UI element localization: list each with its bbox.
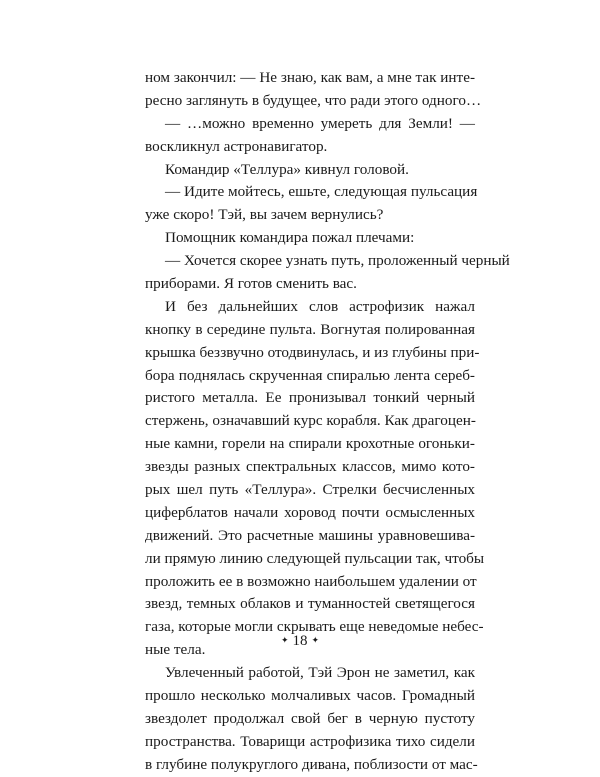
text-line: бора поднялась скрученная спиралью лента сереб-: [145, 366, 475, 384]
text-line: проложить ее в возможно наибольшем удалении от: [145, 572, 477, 590]
text-line: прошло несколько молчаливых часов. Громадный: [145, 687, 475, 705]
body-text: [145, 67, 510, 777]
text-line: Командир «Теллура» кивнул головой.: [165, 160, 409, 178]
text-line: воскликнул астронавигатор.: [145, 137, 328, 155]
text-line: И без дальнейших слов астрофизик нажал: [165, 297, 475, 315]
page-number: 18: [292, 633, 308, 649]
text-line: стержень, означавший курс корабля. Как драгоцен-: [145, 412, 476, 430]
text-line: звездолет продолжал свой бег в черную пустоту: [145, 709, 475, 727]
text-line: ресно заглянуть в будущее, что ради этого одного…: [145, 91, 482, 109]
text-line: уже скоро! Тэй, вы зачем вернулись?: [145, 206, 384, 224]
page-number-footer: [0, 633, 600, 650]
text-line: циферблатов начали хоровод почти осмысленных: [145, 503, 475, 521]
text-line: ли прямую линию следующей пульсации так, чтобы: [145, 549, 485, 567]
text-line: ные тела.: [145, 641, 206, 659]
text-line: кнопку в середине пульта. Вогнутая полированная: [145, 320, 475, 338]
text-line: рых шел путь «Теллура». Стрелки бесчисленных: [145, 481, 475, 499]
text-line: газа, которые могли скрывать еще неведомые небес-: [145, 618, 484, 636]
text-line: в глубине полукруглого дивана, поблизости от мас-: [145, 755, 478, 773]
ornament-right-icon: ✦: [311, 635, 320, 645]
text-line: движений. Это расчетные машины уравновешива-: [145, 526, 475, 544]
text-line: ные камни, горели на спирали крохотные огоньки-: [145, 435, 475, 453]
text-line: приборами. Я готов сменить вас.: [145, 275, 357, 293]
text-line: крышка беззвучно отодвинулась, и из глубины при-: [145, 343, 480, 361]
text-line: — …можно временно умереть для Земли! —: [165, 114, 475, 132]
ornament-left-icon: ✦: [280, 635, 289, 645]
text-line: ном закончил: — Не знаю, как вам, а мне так инте-: [145, 69, 475, 86]
text-line: Увлеченный работой, Тэй Эрон не заметил, как: [165, 664, 475, 682]
text-line: звезды разных спектральных классов, мимо кото-: [145, 458, 475, 476]
text-line: ристого металла. Ее пронизывал тонкий черный: [145, 389, 475, 407]
text-line: Помощник командира пожал плечами:: [165, 229, 415, 247]
text-line: — Идите мойтесь, ешьте, следующая пульсация: [165, 183, 478, 201]
text-line: — Хочется скорее узнать путь, проложенный черный: [165, 252, 510, 270]
text-line: пространства. Товарищи астрофизика тихо сидели: [145, 732, 475, 750]
text-line: звезд, темных облаков и туманностей светящегося: [145, 595, 475, 613]
